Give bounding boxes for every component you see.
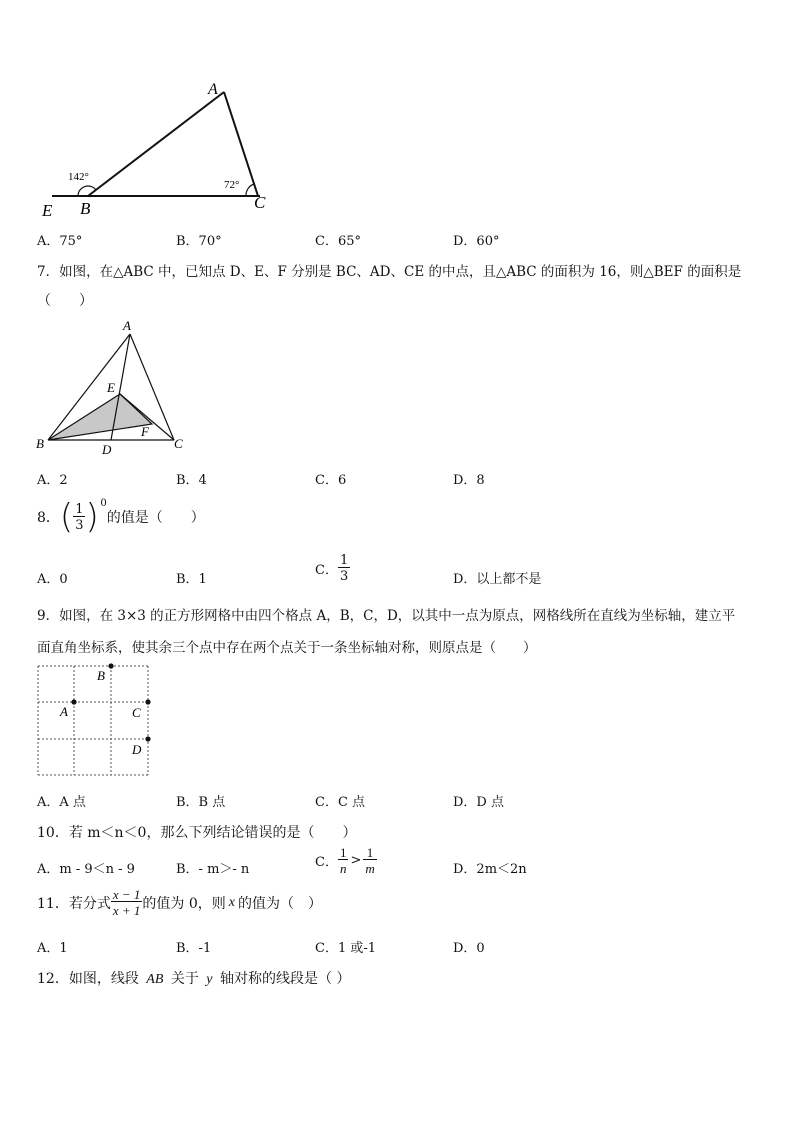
- label-e: E: [42, 201, 53, 220]
- q8-option-c-fraction: [338, 554, 350, 583]
- q8-option-b: B．1: [176, 572, 207, 587]
- label-d: D: [102, 442, 112, 457]
- q9-option-d: D．D 点: [453, 795, 504, 810]
- q12-segment: AB: [146, 972, 164, 987]
- point-d: [145, 736, 150, 741]
- label-b: B: [36, 436, 44, 451]
- q10-option-c-left-numerator: 1: [339, 845, 347, 860]
- label-f: F: [141, 424, 149, 439]
- label-c: C: [174, 436, 183, 451]
- q8-fraction: [73, 503, 85, 532]
- q8-option-a: A．0: [37, 572, 68, 587]
- q11-prefix: 11．若分式: [37, 895, 111, 912]
- q7-option-a: A．2: [37, 473, 68, 488]
- q8-option-c-numerator: 1: [339, 553, 349, 568]
- q10-option-c-right-denominator: m: [365, 861, 375, 876]
- triangle-figure-q6: [36, 72, 276, 222]
- q9-text-line2: 面直角坐标系，使其余三个点中存在两个点关于一条坐标轴对称，则原点是（ ）: [37, 640, 537, 656]
- q8-exponent: 0: [100, 498, 107, 509]
- q8-option-c-denominator: 3: [339, 569, 349, 584]
- q10-option-c-left-fraction: [338, 846, 349, 875]
- q10-option-c-right-numerator: 1: [363, 846, 376, 860]
- q11-question: [37, 888, 322, 917]
- q11-variable: x: [228, 894, 235, 910]
- label-c: C: [132, 705, 141, 720]
- q9-option-a: A．A 点: [37, 795, 86, 810]
- q9-option-b: B．B 点: [176, 795, 226, 810]
- q8-question: [37, 497, 205, 537]
- angle-label-b: 142°: [68, 171, 89, 183]
- q6-option-b: B．70°: [176, 234, 222, 249]
- q8-suffix: 的值是（ ）: [106, 510, 205, 526]
- q12-question: [37, 968, 350, 988]
- side-ba: [88, 92, 224, 196]
- q12-suffix: 轴对称的线段是（ ）: [219, 971, 351, 987]
- angle-arc-c: [246, 184, 254, 196]
- q8-frac-numerator: 1: [75, 501, 84, 517]
- q8-option-d: D．以上都不是: [453, 572, 542, 587]
- q12-prefix: 12．如图，线段: [37, 971, 139, 987]
- q9-option-c: C．C 点: [315, 795, 366, 810]
- label-a: A: [60, 704, 68, 719]
- q10-text: 10．若 m＜n＜0，那么下列结论错误的是（ ）: [37, 825, 357, 841]
- q8-number: 8．: [37, 510, 60, 526]
- q9-text-line1: 9．如图，在 3×3 的正方形网格中由四个格点 A，B，C，D，以其中一点为原点，网格线所在直线为坐标轴，建立平: [37, 608, 736, 624]
- q6-option-c: C．65°: [315, 234, 361, 249]
- q11-option-b: B．-1: [176, 941, 212, 956]
- q8-frac-denominator: 3: [75, 517, 84, 533]
- q10-option-c-left-denominator: n: [339, 861, 347, 876]
- q7-text-line2: （ ）: [37, 293, 93, 309]
- triangle-figure-q7: [34, 316, 194, 458]
- q10-option-c-prefix: C．: [315, 855, 338, 870]
- label-b: B: [97, 668, 105, 683]
- q10-option-b: B．- m＞- n: [176, 862, 250, 877]
- grid-figure-q9: [36, 662, 156, 780]
- q8-option-c-prefix: C．: [315, 563, 338, 578]
- q11-option-d: D．0: [453, 941, 485, 956]
- label-a: A: [208, 81, 218, 98]
- point-a: [71, 699, 76, 704]
- label-d: D: [132, 742, 142, 757]
- q8-paren-expression: ( $\frac{1}{3}$ ) 0: [59, 497, 107, 537]
- q12-mid: 关于: [170, 971, 199, 987]
- angle-label-c: 72°: [224, 179, 240, 191]
- label-b: B: [80, 199, 91, 218]
- q8-option-c: [315, 554, 350, 583]
- q11-option-c: C．1 或-1: [315, 941, 377, 956]
- q10-option-a: A．m - 9＜n - 9: [37, 862, 135, 877]
- q11-fraction: [111, 888, 143, 917]
- q11-mid: 的值为 0，则: [142, 895, 226, 912]
- label-a: A: [123, 318, 131, 333]
- q7-text-line1: 7．如图，在△ABC 中，已知点 D、E、F 分别是 BC、AD、CE 的中点，且△ABC 的面积为 16，则△BEF 的面积是: [37, 264, 742, 280]
- label-e: E: [107, 380, 115, 395]
- q7-option-d: D．8: [453, 473, 485, 488]
- shaded-triangle-bef: [48, 394, 152, 440]
- q11-option-a: A．1: [37, 941, 68, 956]
- q11-frac-numerator: x − 1: [112, 887, 141, 902]
- q7-option-b: B．4: [176, 473, 207, 488]
- q7-option-c: C．6: [315, 473, 347, 488]
- q11-frac-denominator: x + 1: [112, 903, 141, 918]
- q10-option-d: D．2m＜2n: [453, 862, 527, 877]
- q6-option-a: A．75°: [37, 234, 83, 249]
- q11-suffix: 的值为（ ）: [237, 895, 322, 912]
- q6-option-d: D．60°: [453, 234, 500, 249]
- point-c: [145, 699, 150, 704]
- q10-option-c-operator: >: [350, 853, 362, 868]
- q12-axis: y: [206, 972, 213, 987]
- q10-option-c-right-fraction: [363, 846, 376, 875]
- point-b: [108, 663, 113, 668]
- q10-option-c: [315, 846, 377, 875]
- label-c: C: [254, 193, 266, 212]
